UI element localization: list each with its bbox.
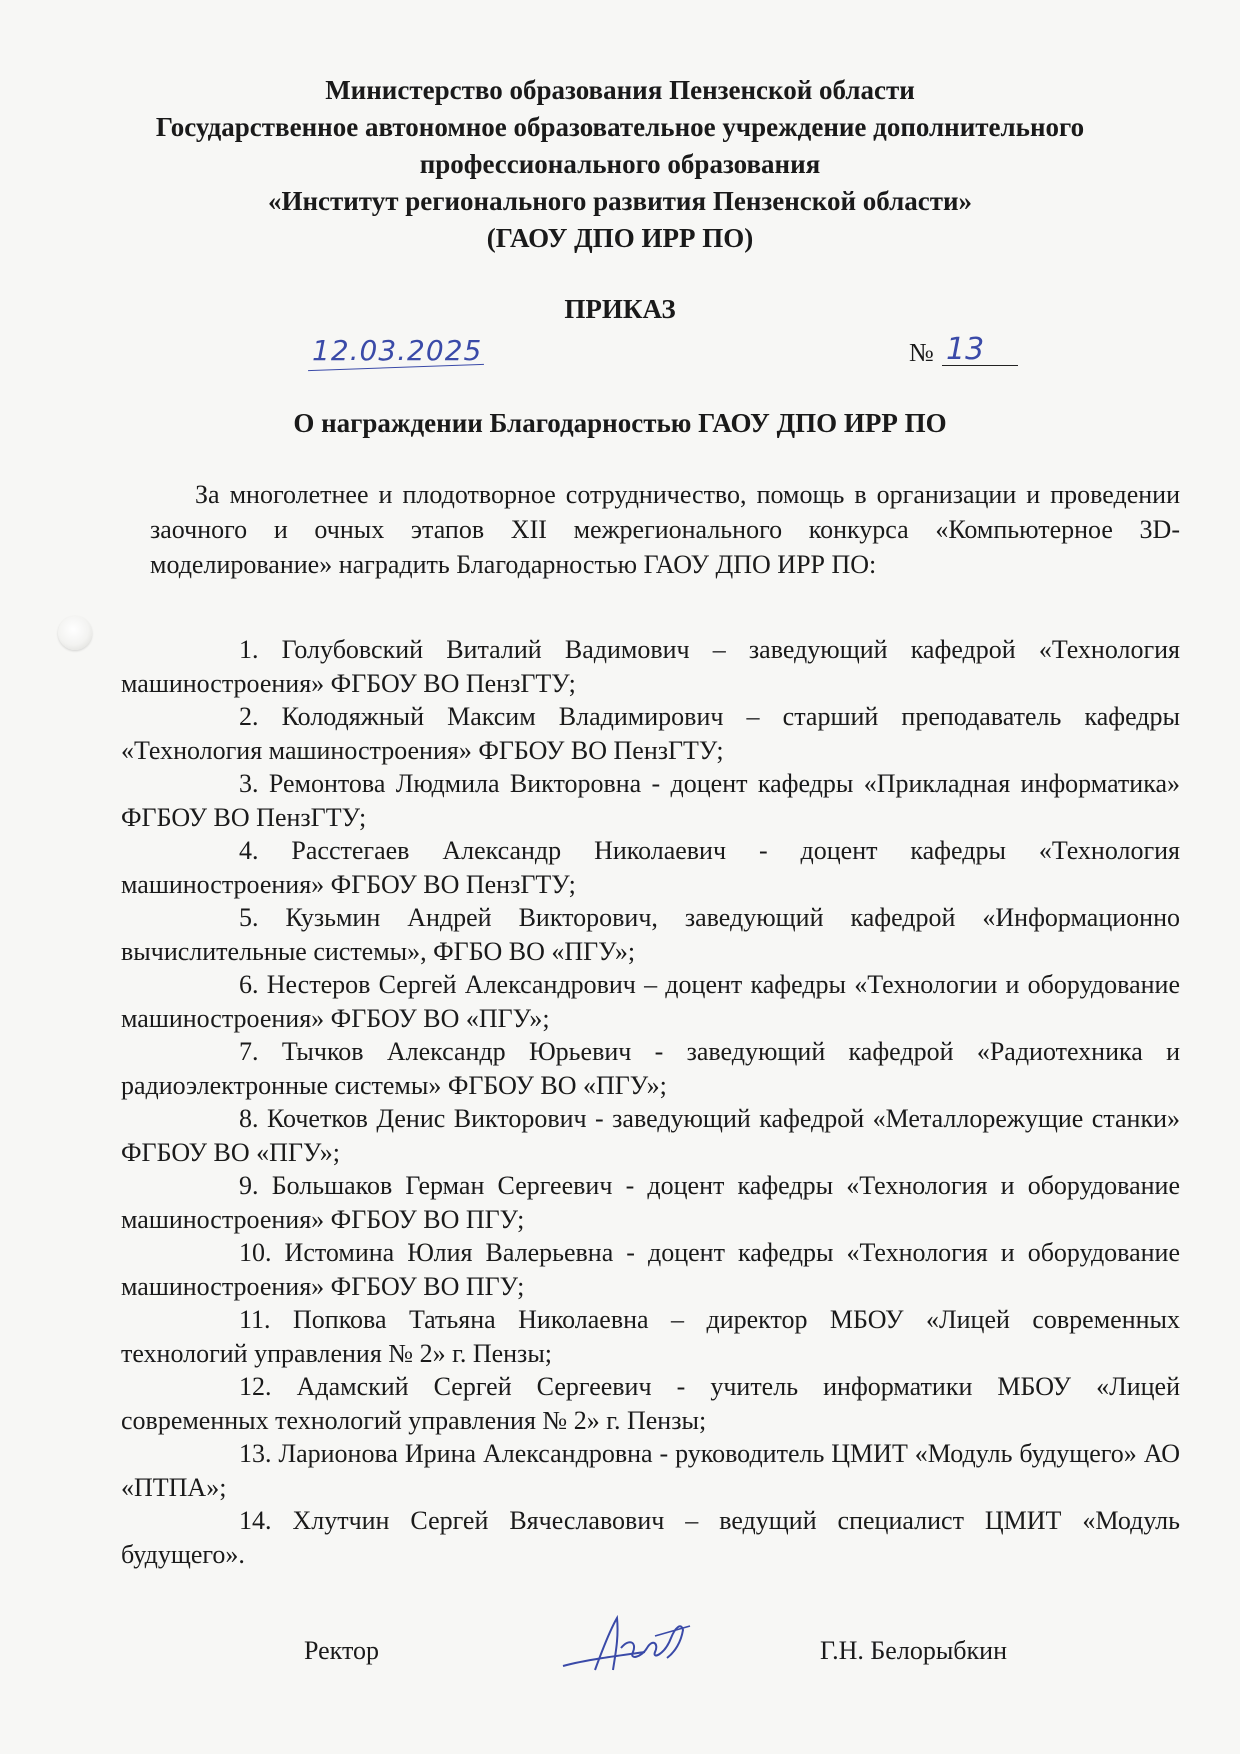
handwritten-date: 12.03.2025 [312, 334, 483, 367]
list-item-text: Большаков Герман Сергеевич - доцент кафедры «Технология и оборудование машиностроения» ФГБОУ ВО ПГУ; [121, 1171, 1181, 1234]
punch-hole-mark [58, 616, 92, 650]
signatory-name: Г.Н. Белорыбкин [820, 1636, 1007, 1665]
list-item [121, 1102, 1180, 1169]
signatory-title: Ректор [304, 1636, 379, 1665]
list-item-text: Расстегаев Александр Николаевич - доцент кафедры «Технология машиностроения» ФГБОУ ВО ПензГТУ; [121, 836, 1181, 899]
list-item-number: 8. [239, 1104, 259, 1133]
list-item [121, 1035, 1180, 1102]
list-item [121, 633, 1180, 700]
list-item [121, 1370, 1180, 1437]
order-intro-paragraph: За многолетнее и плодотворное сотрудничество, помощь в организации и проведении заочного и очных этапов XII межрегионального конкурса «Компьютерное 3D-моделирование» наградить Благодарностью ГАОУ ДПО ИРР ПО: [150, 480, 1180, 579]
list-item-number: 6. [239, 970, 259, 999]
list-item-number: 14. [239, 1506, 272, 1535]
list-item-number: 10. [239, 1238, 272, 1267]
header-ministry: Министерство образования Пензенской области [325, 75, 915, 105]
list-item-text: Ларионова Ирина Александровна - руководитель ЦМИТ «Модуль будущего» АО «ПТПА»; [121, 1439, 1180, 1502]
list-item [121, 1504, 1180, 1571]
header-institution: Государственное автономное образовательное учреждение дополнительного [155, 112, 1085, 142]
list-item-number: 4. [239, 836, 259, 865]
list-item [121, 1236, 1180, 1303]
list-item-number: 2. [239, 702, 259, 731]
list-item-text: Попкова Татьяна Николаевна – директор МБОУ «Лицей современных технологий управления № 2» г. Пензы; [121, 1305, 1181, 1368]
list-item [121, 700, 1180, 767]
list-item [121, 1303, 1180, 1370]
list-item-text: Ремонтова Людмила Викторовна - доцент кафедры «Прикладная информатика» ФГБОУ ВО ПензГТУ; [121, 769, 1180, 832]
list-item-text: Тычков Александр Юрьевич - заведующий кафедрой «Радиотехника и радиоэлектронные системы» ФГБОУ ВО «ПГУ»; [121, 1037, 1181, 1100]
list-item-text: Истомина Юлия Валерьевна - доцент кафедры «Технология и оборудование машиностроения» ФГБОУ ВО ПГУ; [121, 1238, 1181, 1301]
list-item-text: Хлутчин Сергей Вячеславович – ведущий специалист ЦМИТ «Модуль будущего». [121, 1506, 1181, 1569]
awardees-list [121, 633, 1180, 1571]
document-type-title: ПРИКАЗ [564, 294, 676, 324]
list-item [121, 767, 1180, 834]
list-item-number: 13. [239, 1439, 272, 1468]
list-item [121, 1437, 1180, 1504]
handwritten-number: 13 [946, 332, 985, 367]
list-item-number: 7. [239, 1037, 259, 1066]
document-header [100, 72, 1140, 257]
list-item-number: 11. [239, 1305, 271, 1334]
list-item-text: Адамский Сергей Сергеевич - учитель информатики МБОУ «Лицей современных технологий управления № 2» г. Пензы; [121, 1372, 1181, 1435]
header-institute-name: «Институт регионального развития Пензенской области» [267, 186, 973, 216]
list-item-text: Колодяжный Максим Владимирович – старший преподаватель кафедры «Технология машиностроения» ФГБОУ ВО ПензГТУ; [121, 702, 1180, 765]
list-item [121, 901, 1180, 968]
list-item-text: Голубовский Виталий Вадимович – заведующий кафедрой «Технология машиностроения» ФГБОУ ВО ПензГТУ; [121, 635, 1180, 698]
number-underline [942, 365, 1018, 366]
header-abbreviation: (ГАОУ ДПО ИРР ПО) [486, 223, 754, 253]
handwritten-signature [555, 1608, 705, 1678]
list-item [121, 968, 1180, 1035]
order-subject: О награждении Благодарностью ГАОУ ДПО ИРР ПО [293, 408, 947, 438]
number-label: № [909, 338, 934, 367]
list-item-text: Нестеров Сергей Александрович – доцент кафедры «Технологии и оборудование машиностроения» ФГБОУ ВО «ПГУ»; [121, 970, 1181, 1033]
list-item-text: Кочетков Денис Викторович - заведующий кафедрой «Металлорежущие станки» ФГБОУ ВО «ПГУ»; [121, 1104, 1180, 1167]
list-item-number: 12. [239, 1372, 272, 1401]
header-institution-cont: профессионального образования [419, 149, 821, 179]
list-item [121, 834, 1180, 901]
list-item-text: Кузьмин Андрей Викторович, заведующий кафедрой «Информационно вычислительные системы», ФГБО ВО «ПГУ»; [121, 903, 1180, 966]
list-item [121, 1169, 1180, 1236]
list-item-number: 5. [239, 903, 259, 932]
list-item-number: 9. [239, 1171, 259, 1200]
list-item-number: 1. [239, 635, 259, 664]
list-item-number: 3. [239, 769, 259, 798]
